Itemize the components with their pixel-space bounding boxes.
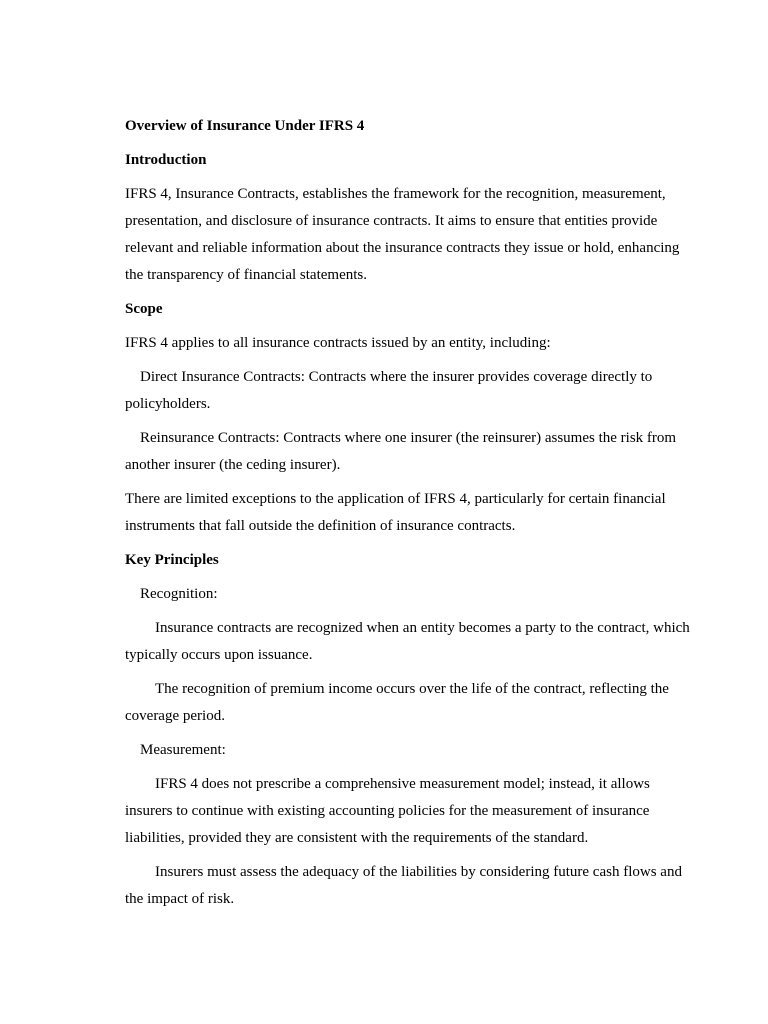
introduction-paragraph: IFRS 4, Insurance Contracts, establishes the framework for the recognition, measurement, presentation, and disclosure of insurance contracts. It aims to ensure that entities provide relevant and reliable information about the insurance contracts they issue or hold, enhancing the transparency of financial statements. [125, 186, 680, 283]
introduction-heading: Introduction [125, 152, 207, 168]
scope-heading: Scope [125, 301, 163, 317]
scope-item-direct: Direct Insurance Contracts: Contracts where the insurer provides coverage directly to policyholders. [125, 369, 653, 412]
key-principles-heading: Key Principles [125, 552, 219, 568]
scope-item-reinsurance: Reinsurance Contracts: Contracts where one insurer (the reinsurer) assumes the risk from another insurer (the ceding insurer). [125, 430, 677, 473]
scope-exceptions: There are limited exceptions to the application of IFRS 4, particularly for certain financial instruments that fall outside the definition of insurance contracts. [125, 491, 666, 534]
scope-intro: IFRS 4 applies to all insurance contracts issued by an entity, including: [125, 335, 551, 351]
recognition-point: Insurance contracts are recognized when an entity becomes a party to the contract, which typically occurs upon issuance. [125, 620, 690, 663]
document-title: Overview of Insurance Under IFRS 4 [125, 118, 365, 134]
recognition-point: The recognition of premium income occurs over the life of the contract, reflecting the coverage period. [125, 681, 669, 724]
measurement-point: IFRS 4 does not prescribe a comprehensive measurement model; instead, it allows insurers to continue with existing accounting policies for the measurement of insurance liabilities, provided they are consistent with the requirements of the standard. [125, 776, 650, 846]
measurement-point: Insurers must assess the adequacy of the liabilities by considering future cash flows and the impact of risk. [125, 864, 682, 907]
measurement-label: Measurement: [140, 742, 226, 758]
document-body [125, 113, 700, 920]
recognition-label: Recognition: [140, 586, 218, 602]
